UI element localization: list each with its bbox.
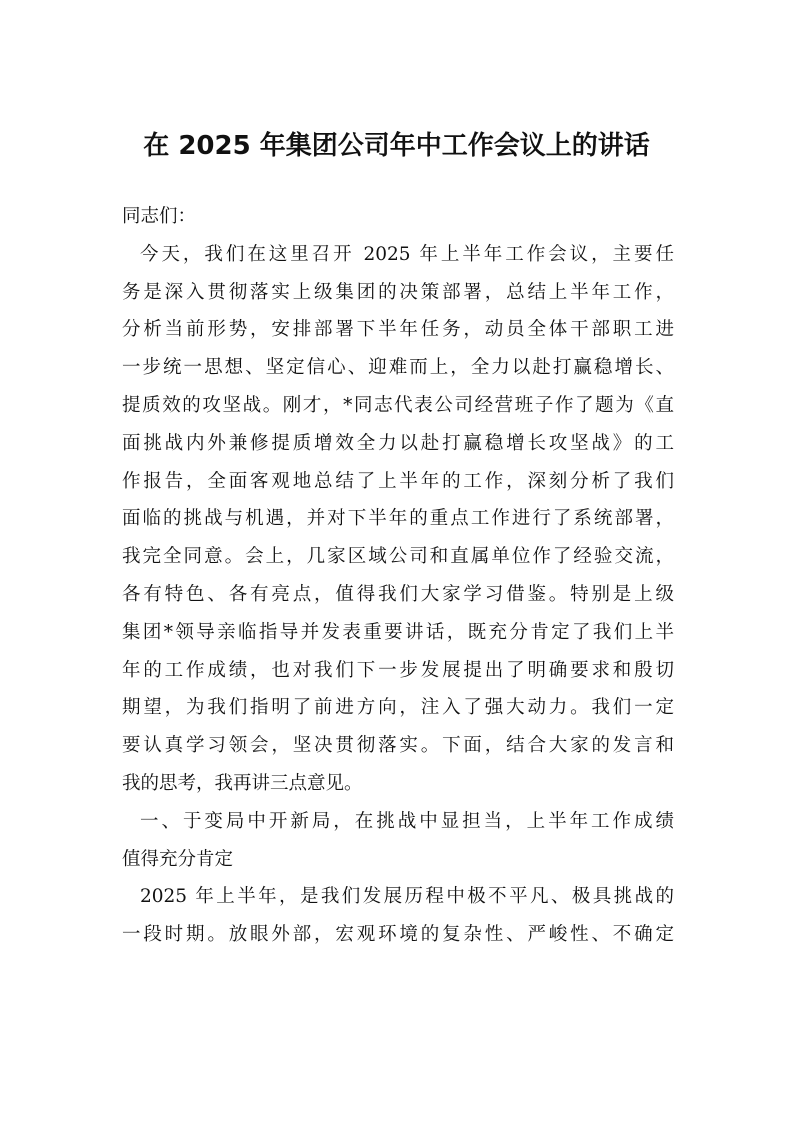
text-line: 面临的挑战与机遇，并对下半年的重点工作进行了系统部署， [122,508,674,530]
text-line: 提质效的攻坚战。刚才，*同志代表公司经营班子作了题为《直 [122,394,674,416]
section-heading-line: 值得充分肯定 [122,848,234,870]
text-line: 要认真学习领会，坚决贯彻落实。下面，结合大家的发言和 [122,735,674,757]
page-title: 在 2025 年集团公司年中工作会议上的讲话 [143,131,650,161]
text-line: 年的工作成绩，也对我们下一步发展提出了明确要求和殷切 [122,659,674,681]
text-line: 我的思考，我再讲三点意见。 [122,772,363,794]
text-line: 我完全同意。会上，几家区域公司和直属单位作了经验交流， [122,546,674,568]
text-line: 期望，为我们指明了前进方向，注入了强大动力。我们一定 [122,697,674,719]
text-line: 一段时期。放眼外部，宏观环境的复杂性、严峻性、不确定 [122,924,674,946]
section-heading-line: 一、于变局中开新局，在挑战中显担当，上半年工作成绩 [140,810,674,832]
text-line: 今天，我们在这里召开 2025 年上半年工作会议，主要任 [140,243,674,265]
salutation-line: 同志们： [122,206,197,227]
text-line: 作报告，全面客观地总结了上半年的工作，深刻分析了我们 [122,470,674,492]
text-line: 一步统一思想、坚定信心、迎难而上，全力以赴打赢稳增长、 [122,357,674,379]
text-line: 2025 年上半年，是我们发展历程中极不平凡、极具挑战的 [140,886,674,908]
text-line: 面挑战内外兼修提质增效全力以赴打赢稳增长攻坚战》的工 [122,432,674,454]
speech-body [122,198,674,954]
text-line: 务是深入贯彻落实上级集团的决策部署，总结上半年工作， [122,281,674,303]
text-line: 各有特色、各有亮点，值得我们大家学习借鉴。特别是上级 [122,583,674,605]
text-line: 集团*领导亲临指导并发表重要讲话，既充分肯定了我们上半 [122,621,674,643]
text-line: 分析当前形势，安排部署下半年任务，动员全体干部职工进 [122,319,674,341]
